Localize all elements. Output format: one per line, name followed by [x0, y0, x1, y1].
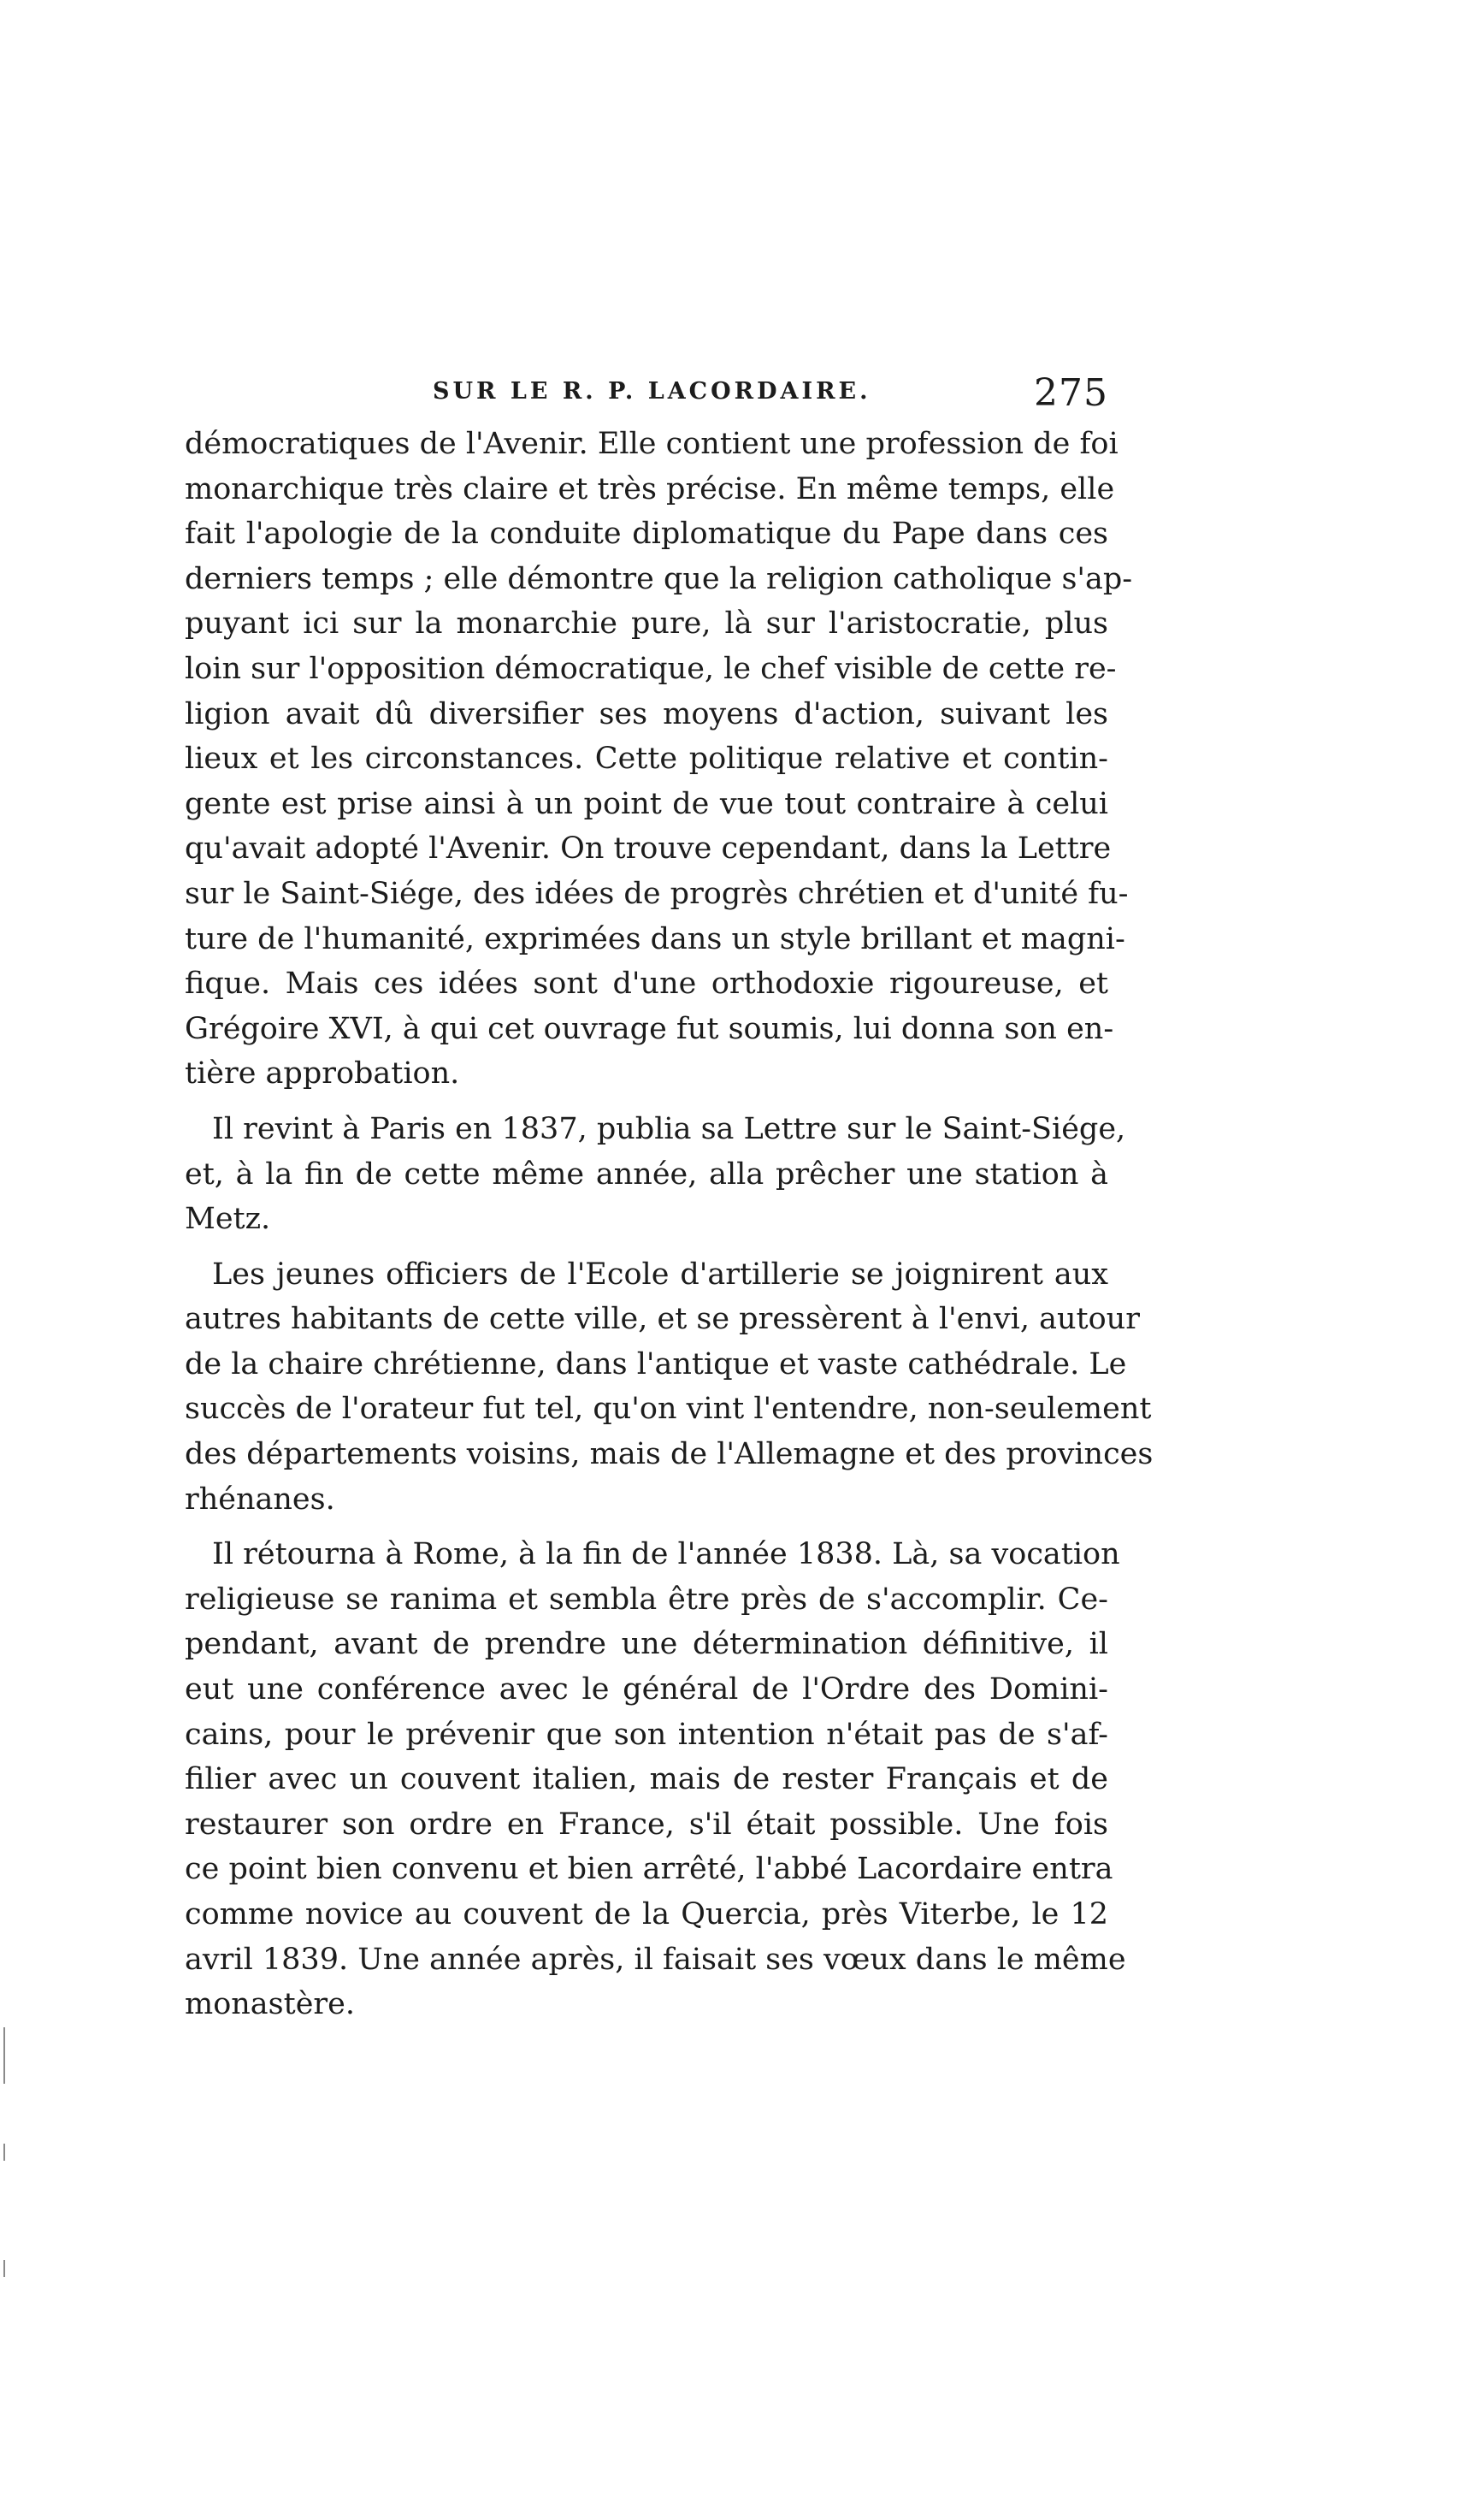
text-line: Metz. — [185, 1202, 271, 1237]
text-line: de la chaire chrétienne, dans l'antique et vaste cathédrale. Le — [185, 1346, 1127, 1381]
text-line: qu'avait adopté l'Avenir. On trouve cependant, dans la Lettre — [185, 831, 1112, 867]
text-line: ligion avait dû diversifier ses moyens d'action, suivant les — [185, 696, 1108, 731]
text-line: puyant ici sur la monarchie pure, là sur l'aristocratie, plus — [185, 606, 1108, 642]
text-line: ture de l'humanité, exprimées dans un style brillant et magni- — [185, 921, 1125, 956]
body-text — [185, 422, 1154, 2027]
running-title: SUR LE R. P. LACORDAIRE. — [433, 378, 871, 405]
text-line: pendant, avant de prendre une détermination définitive, il — [185, 1627, 1108, 1662]
text-line: rhénanes. — [185, 1482, 335, 1517]
text-line: sur le Saint-Siége, des idées de progrès chrétien et d'unité fu- — [185, 876, 1129, 911]
text-line: monastère. — [185, 1987, 355, 2022]
scan-margin-mark — [3, 2144, 5, 2161]
text-line: avril 1839. Une année après, il faisait ses vœux dans le même — [185, 1942, 1126, 1977]
text-line: succès de l'orateur fut tel, qu'on vint l'entendre, non-seulement — [185, 1392, 1152, 1427]
text-line: Il revint à Paris en 1837, publia sa Lettre sur le Saint-Siége, — [212, 1111, 1126, 1146]
text-line: autres habitants de cette ville, et se pressèrent à l'envi, autour — [185, 1302, 1140, 1337]
scan-margin-mark — [3, 2027, 5, 2084]
text-line: et, à la fin de cette même année, alla prêcher une station à — [185, 1156, 1108, 1192]
text-line: filier avec un couvent italien, mais de rester Français et de — [185, 1762, 1108, 1797]
text-line: des départements voisins, mais de l'Allemagne et des provinces — [185, 1437, 1154, 1472]
text-line: Il rétourna à Rome, à la fin de l'année 1838. Là, sa vocation — [212, 1537, 1120, 1572]
paragraph-gap — [185, 1097, 1108, 1107]
paragraph-4 — [185, 1532, 1126, 2027]
paragraph-gap — [185, 1242, 1108, 1252]
paragraph-3 — [185, 1252, 1154, 1523]
scan-margin-mark — [3, 2260, 5, 2277]
paragraph-1 — [185, 422, 1133, 1097]
paragraph-gap — [185, 1522, 1108, 1532]
text-line: Les jeunes officiers de l'Ecole d'artillerie se joignirent aux — [212, 1257, 1108, 1292]
paragraph-2 — [185, 1107, 1126, 1242]
text-line: comme novice au couvent de la Quercia, près Viterbe, le 12 — [185, 1897, 1108, 1931]
text-line: gente est prise ainsi à un point de vue tout contraire à celui — [185, 786, 1108, 821]
text-line: ce point bien convenu et bien arrêté, l'abbé Lacordaire entra — [185, 1852, 1113, 1887]
text-line: fique. Mais ces idées sont d'une orthodoxie rigoureuse, et — [185, 967, 1108, 1002]
text-line: derniers temps ; elle démontre que la religion catholique s'ap- — [185, 561, 1133, 596]
page-number: 275 — [1034, 371, 1108, 415]
text-line: eut une conférence avec le général de l'Ordre des Domini- — [185, 1672, 1108, 1707]
text-line: Grégoire XVI, à qui cet ouvrage fut soumis, lui donna son en- — [185, 1011, 1114, 1046]
text-line: religieuse se ranima et sembla être près de s'accomplir. Ce- — [185, 1582, 1108, 1617]
page-header — [185, 371, 1108, 423]
text-line: cains, pour le prévenir que son intention n'était pas de s'af- — [185, 1717, 1108, 1752]
text-line: démocratiques de l'Avenir. Elle contient une profession de foi — [185, 427, 1119, 461]
text-line: loin sur l'opposition démocratique, le chef visible de cette re- — [185, 651, 1117, 686]
text-line: fait l'apologie de la conduite diplomatique du Pape dans ces — [185, 517, 1108, 552]
text-line: monarchique très claire et très précise. En même temps, elle — [185, 471, 1115, 506]
text-line: tière approbation. — [185, 1056, 460, 1091]
text-line: lieux et les circonstances. Cette politique relative et contin- — [185, 742, 1108, 777]
text-line: restaurer son ordre en France, s'il était possible. Une fois — [185, 1807, 1108, 1842]
